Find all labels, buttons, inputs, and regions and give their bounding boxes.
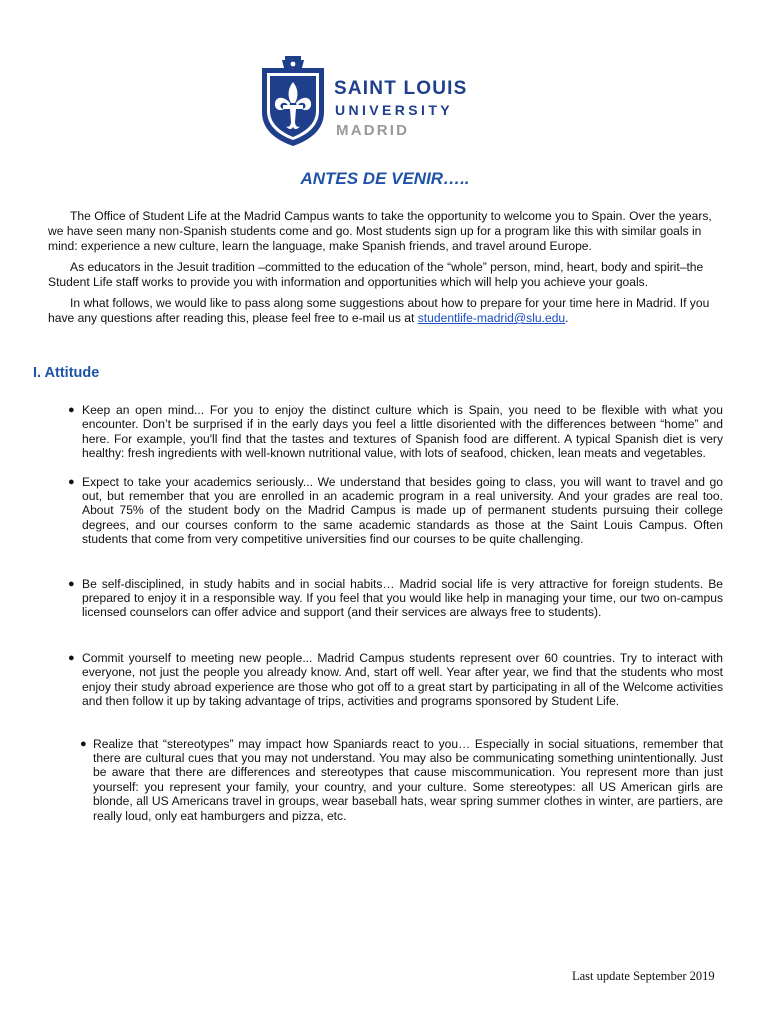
bullet-icon: ● [68,475,75,488]
list-item-text: Commit yourself to meeting new people... Madrid Campus students represent over 60 countries. Try to interact with everyone, not just the people you already know. And, start off well. Year after year, we find that the students who most enjoy their study abroad experience are those who got off to a great start by participating in all of the Welcome activities and then follow it up by taking advantage of trips, activities and programs sponsored by Student Life. [82,650,723,709]
logo-saint-louis: SAINT LOUIS [334,78,468,99]
bullet-icon: ● [68,404,75,416]
list-item-text: Keep an open mind... For you to enjoy the distinct culture which is Spain, you need to be flexible with what you encounter. Don’t be surprised if in the early days you feel a little disoriented with the differences between “home” and here. For example, you'll find that the tastes and textures of Spanish food are different. A typical Spanish diet is very healthy: fresh ingredients with well-known nutritional value, with lots of seafood, chicken, lean meats and vegetables. [82,403,723,461]
email-link[interactable]: studentlife-madrid@slu.edu [417,311,566,325]
bullet-icon: ● [68,651,75,664]
section-heading-attitude: I. Attitude [33,365,100,381]
logo-madrid: MADRID [336,122,410,139]
list-item-text: Expect to take your academics seriously... We understand that besides going to class, you will want to travel and go out, but remember that you are enrolled in an academic program in a real university. And your grades are real too. About 75% of the student body on the Madrid Campus is made up of permanent students pursuing their college degrees, and our courses conform to the same academic standards as those at the Saint Louis Campus. Often students that come from very competitive universities find our courses to be quite challenging. [82,474,723,547]
page-title: ANTES DE VENIR….. [300,169,470,188]
intro-paragraph-3 [48,296,720,326]
fleur-de-lis-shield-icon [260,56,326,148]
list-item [79,737,723,823]
attitude-list [67,403,723,823]
list-item-text: Realize that “stereotypes” may impact how Spaniards react to you… Especially in social situations, remember that there are cultural cues that you may not understand. You may also be communicating something unintentionally. Just be aware that there are differences and stereotypes that cause miscommunication. You represent more than just yourself: you represent your family, your country, and your culture. Some stereotypes: all US American girls are blonde, all US Americans travel in groups, wear baseball hats, wear spring summer clothes in winter, are partiers, are really loud, only eat hamburgers and pizza, etc. [93,736,723,823]
intro-section [48,209,720,332]
list-item [67,403,723,461]
intro-paragraph-3-end: . [565,311,569,325]
list-item [67,475,723,547]
slu-madrid-logo [260,56,480,148]
list-item-text: Be self-disciplined, in study habits and in social habits… Madrid social life is very attractive for foreign students. Be prepared to enjoy it in a responsible way. If you feel that you would like help in managing your time, our two on-campus licensed counselors can offer advice and support (and their services are always free to students). [82,576,723,620]
intro-paragraph-2: As educators in the Jesuit tradition –committed to the education of the “whole” person, mind, heart, body and spirit–the Student Life staff works to provide you with information and opportunities which will help you achieve your goals. [48,260,704,289]
list-item [67,577,723,620]
logo-university: UNIVERSITY [335,102,454,118]
bullet-icon: ● [68,577,75,590]
bullet-icon: ● [80,737,87,750]
intro-paragraph-3-text: In what follows, we would like to pass along some suggestions about how to prepare for your time here in Madrid. If you have any questions after reading this, please feel free to e-mail us at [48,296,710,325]
list-item [67,651,723,709]
last-update-footer: Last update September 2019 [572,969,715,983]
intro-paragraph-1: The Office of Student Life at the Madrid Campus wants to take the opportunity to welcome you to Spain. Over the years, we have seen many non-Spanish students come and go. Most students sign up for a program like this with similar goals in mind: experience a new culture, learn the language, make Spanish friends, and travel around Europe. [48,209,712,253]
